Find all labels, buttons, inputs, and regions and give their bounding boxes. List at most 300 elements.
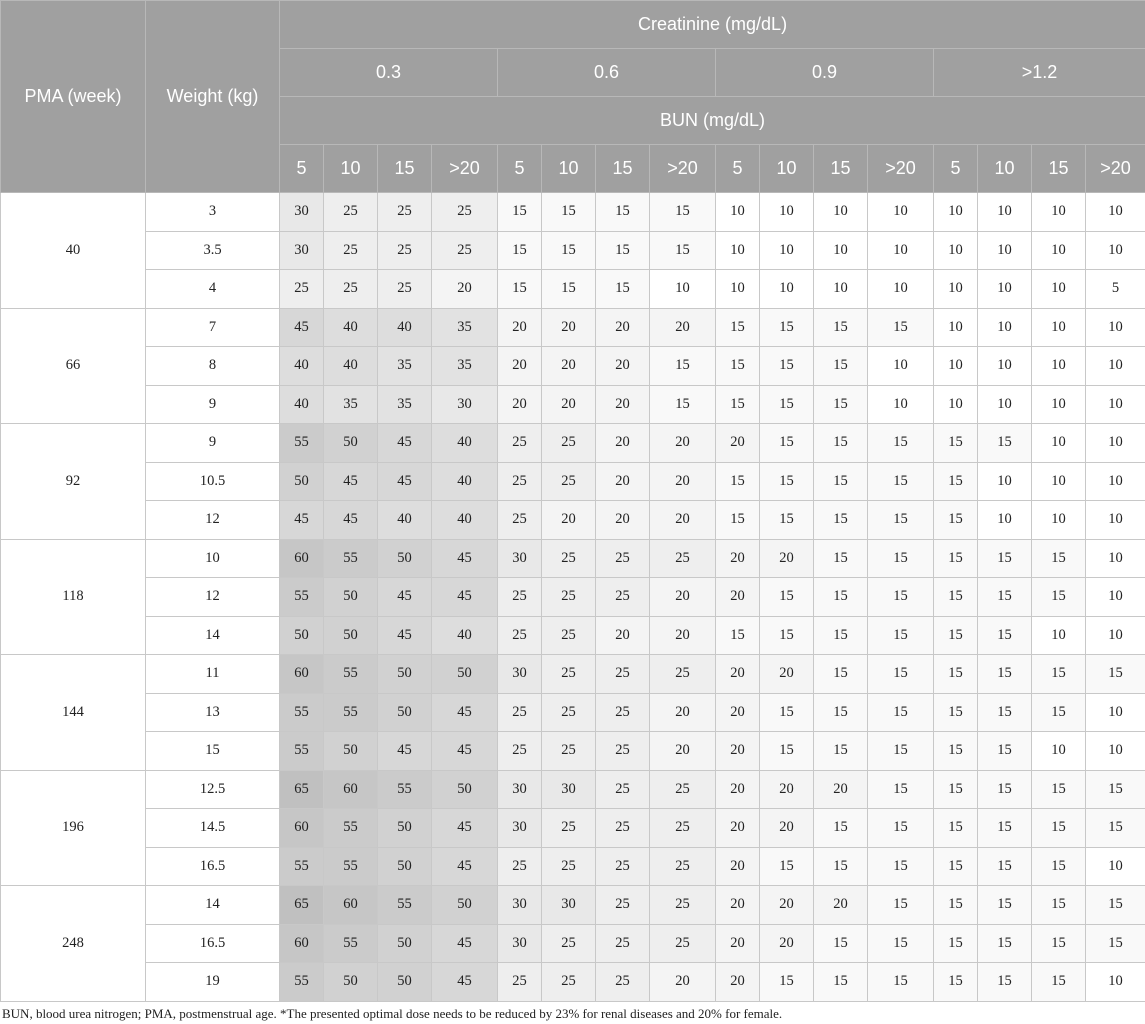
dose-cell: 30: [498, 655, 542, 694]
dose-cell: 15: [934, 655, 978, 694]
dose-cell: 10: [1032, 424, 1086, 463]
dose-cell: 45: [432, 578, 498, 617]
dose-cell: 20: [650, 693, 716, 732]
dose-cell: 15: [814, 924, 868, 963]
dose-cell: 15: [1032, 578, 1086, 617]
dose-cell: 10: [978, 462, 1032, 501]
dose-cell: 10: [978, 193, 1032, 232]
weight-cell: 16.5: [146, 924, 280, 963]
dose-cell: 35: [378, 347, 432, 386]
dose-cell: 60: [324, 770, 378, 809]
dose-cell: 20: [596, 347, 650, 386]
dose-cell: 15: [978, 539, 1032, 578]
dose-cell: 5: [1086, 270, 1145, 309]
dose-cell: 15: [596, 231, 650, 270]
dose-cell: 10: [1086, 963, 1145, 1002]
dose-cell: 15: [814, 501, 868, 540]
dose-cell: 35: [432, 308, 498, 347]
dose-cell: 15: [1086, 770, 1145, 809]
dose-cell: 50: [378, 809, 432, 848]
dose-cell: 55: [324, 539, 378, 578]
dose-cell: 10: [934, 231, 978, 270]
dose-cell: 10: [1086, 847, 1145, 886]
dose-cell: 25: [650, 770, 716, 809]
dose-cell: 20: [498, 347, 542, 386]
dose-cell: 45: [324, 501, 378, 540]
table-row: [1, 193, 1145, 232]
dose-cell: 15: [934, 462, 978, 501]
dose-cell: 15: [868, 963, 934, 1002]
table-row: [1, 732, 1145, 771]
dose-cell: 15: [814, 578, 868, 617]
dose-cell: 15: [760, 847, 814, 886]
dose-cell: 15: [934, 847, 978, 886]
dose-cell: 10: [814, 193, 868, 232]
dose-cell: 45: [280, 501, 324, 540]
dose-cell: 30: [280, 231, 324, 270]
dose-cell: 60: [280, 924, 324, 963]
dose-cell: 25: [432, 231, 498, 270]
dose-cell: 15: [868, 539, 934, 578]
table-row: [1, 501, 1145, 540]
dose-cell: 10: [1032, 732, 1086, 771]
dose-cell: 45: [432, 809, 498, 848]
dose-cell: 25: [596, 655, 650, 694]
dose-cell: 10: [1086, 347, 1145, 386]
table-row: [1, 886, 1145, 925]
dose-cell: 15: [814, 655, 868, 694]
dose-cell: 20: [716, 424, 760, 463]
table-row: [1, 231, 1145, 270]
dose-cell: 45: [378, 462, 432, 501]
dose-cell: 25: [378, 193, 432, 232]
bun-level: 5: [716, 145, 760, 193]
dose-cell: 25: [542, 539, 596, 578]
dose-cell: 15: [868, 847, 934, 886]
dose-cell: 15: [760, 578, 814, 617]
dose-cell: 45: [324, 462, 378, 501]
dose-cell: 30: [542, 886, 596, 925]
dose-cell: 25: [378, 231, 432, 270]
dose-cell: 10: [1086, 693, 1145, 732]
dose-cell: 55: [324, 847, 378, 886]
creatinine-level: 0.9: [716, 49, 934, 97]
dose-cell: 10: [868, 231, 934, 270]
table-row: [1, 809, 1145, 848]
dose-cell: 15: [760, 732, 814, 771]
dose-cell: 50: [378, 655, 432, 694]
dose-cell: 10: [760, 231, 814, 270]
dose-cell: 25: [498, 578, 542, 617]
dose-cell: 10: [1032, 270, 1086, 309]
dose-cell: 10: [1086, 231, 1145, 270]
dose-cell: 15: [978, 886, 1032, 925]
dose-cell: 55: [324, 693, 378, 732]
dose-cell: 15: [716, 501, 760, 540]
weight-cell: 12.5: [146, 770, 280, 809]
dose-cell: 10: [868, 347, 934, 386]
bun-level: >20: [432, 145, 498, 193]
dose-cell: 10: [716, 193, 760, 232]
dose-cell: 25: [596, 693, 650, 732]
weight-cell: 9: [146, 385, 280, 424]
creatinine-level: 0.3: [280, 49, 498, 97]
dose-cell: 15: [1032, 847, 1086, 886]
dose-cell: 20: [650, 963, 716, 1002]
dose-cell: 15: [542, 270, 596, 309]
dose-cell: 15: [934, 963, 978, 1002]
dose-cell: 15: [1086, 886, 1145, 925]
dose-cell: 15: [716, 616, 760, 655]
weight-header: Weight (kg): [146, 1, 280, 193]
table-row: [1, 308, 1145, 347]
dose-cell: 55: [280, 424, 324, 463]
dose-cell: 20: [716, 924, 760, 963]
dose-cell: 10: [934, 193, 978, 232]
dose-cell: 60: [324, 886, 378, 925]
weight-cell: 14: [146, 886, 280, 925]
dose-cell: 10: [934, 308, 978, 347]
dose-cell: 65: [280, 770, 324, 809]
dose-cell: 20: [432, 270, 498, 309]
dose-cell: 25: [280, 270, 324, 309]
dose-cell: 30: [432, 385, 498, 424]
table-row: [1, 578, 1145, 617]
dose-cell: 25: [650, 539, 716, 578]
dose-cell: 15: [934, 693, 978, 732]
dose-cell: 50: [280, 616, 324, 655]
dose-cell: 15: [934, 424, 978, 463]
dose-cell: 10: [1086, 385, 1145, 424]
dose-cell: 25: [542, 809, 596, 848]
dose-cell: 25: [596, 809, 650, 848]
dose-cell: 15: [814, 424, 868, 463]
dose-cell: 45: [432, 539, 498, 578]
dose-cell: 20: [498, 385, 542, 424]
dose-cell: 10: [716, 231, 760, 270]
dose-cell: 30: [498, 886, 542, 925]
dose-cell: 20: [716, 578, 760, 617]
footnote: BUN, blood urea nitrogen; PMA, postmenstrual age. *The presented optimal dose needs to be reduced by 23% for renal diseases and 20% for female.: [2, 1006, 783, 1021]
dose-cell: 25: [542, 732, 596, 771]
dose-cell: 45: [432, 847, 498, 886]
dose-cell: 10: [978, 385, 1032, 424]
dose-cell: 25: [542, 462, 596, 501]
dose-cell: 25: [596, 963, 650, 1002]
dose-cell: 30: [498, 924, 542, 963]
dose-cell: 20: [760, 770, 814, 809]
bun-level: >20: [1086, 145, 1145, 193]
dose-cell: 10: [934, 385, 978, 424]
dose-cell: 20: [650, 578, 716, 617]
dose-cell: 15: [1032, 886, 1086, 925]
dose-cell: 15: [934, 539, 978, 578]
dose-cell: 15: [978, 963, 1032, 1002]
dose-cell: 20: [760, 886, 814, 925]
bun-header: BUN (mg/dL): [280, 97, 1145, 145]
dose-cell: 10: [1032, 501, 1086, 540]
pma-cell: 144: [1, 655, 146, 771]
weight-cell: 8: [146, 347, 280, 386]
dose-cell: 25: [596, 539, 650, 578]
dose-cell: 15: [760, 308, 814, 347]
weight-cell: 4: [146, 270, 280, 309]
dose-cell: 10: [1032, 616, 1086, 655]
dose-cell: 25: [324, 231, 378, 270]
dose-cell: 10: [814, 270, 868, 309]
dose-cell: 10: [1086, 501, 1145, 540]
weight-cell: 11: [146, 655, 280, 694]
dose-cell: 15: [650, 193, 716, 232]
dose-cell: 25: [432, 193, 498, 232]
dose-cell: 25: [498, 732, 542, 771]
dose-cell: 35: [378, 385, 432, 424]
dose-cell: 15: [760, 385, 814, 424]
dose-cell: 10: [934, 270, 978, 309]
dose-cell: 10: [1086, 578, 1145, 617]
dose-cell: 15: [978, 578, 1032, 617]
dose-cell: 15: [934, 924, 978, 963]
dose-cell: 15: [868, 732, 934, 771]
table-row: [1, 462, 1145, 501]
dose-cell: 60: [280, 809, 324, 848]
dose-cell: 20: [596, 385, 650, 424]
dose-cell: 15: [978, 424, 1032, 463]
dose-cell: 25: [542, 847, 596, 886]
dose-cell: 10: [978, 270, 1032, 309]
dose-cell: 50: [378, 693, 432, 732]
dose-cell: 15: [934, 501, 978, 540]
dose-cell: 20: [542, 501, 596, 540]
dose-cell: 15: [978, 847, 1032, 886]
dose-cell: 30: [498, 809, 542, 848]
bun-level: 15: [378, 145, 432, 193]
weight-cell: 12: [146, 578, 280, 617]
table-row: [1, 655, 1145, 694]
pma-cell: 118: [1, 539, 146, 655]
dose-cell: 15: [868, 424, 934, 463]
dose-cell: 15: [1032, 693, 1086, 732]
dose-cell: 15: [934, 886, 978, 925]
dose-cell: 20: [814, 886, 868, 925]
table-row: [1, 616, 1145, 655]
dose-cell: 15: [1032, 924, 1086, 963]
dose-cell: 15: [1032, 655, 1086, 694]
dose-cell: 15: [814, 693, 868, 732]
dose-cell: 15: [814, 539, 868, 578]
dose-cell: 25: [650, 847, 716, 886]
dose-cell: 20: [542, 347, 596, 386]
dose-cell: 25: [596, 578, 650, 617]
table-body: [1, 193, 1145, 1002]
dose-cell: 15: [760, 963, 814, 1002]
dose-cell: 20: [596, 424, 650, 463]
weight-cell: 14: [146, 616, 280, 655]
dose-cell: 40: [324, 308, 378, 347]
dose-cell: 15: [716, 385, 760, 424]
dose-cell: 15: [868, 501, 934, 540]
dose-cell: 25: [542, 616, 596, 655]
dose-cell: 30: [542, 770, 596, 809]
dose-cell: 20: [760, 539, 814, 578]
dose-cell: 15: [1086, 924, 1145, 963]
dose-cell: 65: [280, 886, 324, 925]
pma-cell: 196: [1, 770, 146, 886]
dose-cell: 10: [978, 308, 1032, 347]
dose-cell: 10: [650, 270, 716, 309]
dose-cell: 15: [978, 732, 1032, 771]
table-row: [1, 963, 1145, 1002]
dose-cell: 25: [498, 501, 542, 540]
dose-cell: 15: [934, 616, 978, 655]
dose-cell: 15: [814, 847, 868, 886]
dose-cell: 40: [432, 616, 498, 655]
dose-cell: 20: [596, 616, 650, 655]
dose-cell: 50: [378, 847, 432, 886]
pma-header: PMA (week): [1, 1, 146, 193]
bun-level: 5: [498, 145, 542, 193]
dose-cell: 55: [280, 693, 324, 732]
bun-level: 10: [324, 145, 378, 193]
dose-cell: 15: [934, 578, 978, 617]
dose-cell: 15: [650, 347, 716, 386]
dose-cell: 20: [650, 616, 716, 655]
table-row: [1, 385, 1145, 424]
dose-cell: 25: [596, 924, 650, 963]
bun-level: 10: [978, 145, 1032, 193]
dose-cell: 45: [432, 732, 498, 771]
dose-cell: 55: [280, 578, 324, 617]
dose-cell: 20: [716, 732, 760, 771]
table-header: [1, 1, 1145, 193]
table-row: [1, 770, 1145, 809]
dose-cell: 10: [760, 270, 814, 309]
dose-cell: 20: [814, 770, 868, 809]
dose-cell: 15: [596, 193, 650, 232]
pma-cell: 40: [1, 193, 146, 309]
dose-cell: 15: [542, 231, 596, 270]
weight-cell: 19: [146, 963, 280, 1002]
weight-cell: 15: [146, 732, 280, 771]
dose-cell: 30: [498, 770, 542, 809]
bun-level: 10: [542, 145, 596, 193]
dose-cell: 15: [1086, 809, 1145, 848]
dose-cell: 25: [542, 693, 596, 732]
dose-cell: 45: [432, 963, 498, 1002]
dose-cell: 15: [814, 616, 868, 655]
dose-cell: 55: [378, 770, 432, 809]
dose-cell: 45: [432, 693, 498, 732]
dose-cell: 15: [1032, 539, 1086, 578]
table-row: [1, 347, 1145, 386]
dose-cell: 15: [1032, 963, 1086, 1002]
weight-cell: 10.5: [146, 462, 280, 501]
dose-cell: 25: [498, 963, 542, 1002]
dose-cell: 55: [280, 963, 324, 1002]
dose-cell: 50: [324, 963, 378, 1002]
dose-cell: 40: [432, 424, 498, 463]
table-row: [1, 847, 1145, 886]
dose-cell: 15: [868, 578, 934, 617]
dose-cell: 10: [1032, 385, 1086, 424]
dose-cell: 20: [542, 385, 596, 424]
dose-cell: 60: [280, 655, 324, 694]
dose-cell: 10: [1032, 308, 1086, 347]
dose-cell: 15: [1086, 655, 1145, 694]
dose-cell: 45: [432, 924, 498, 963]
dose-cell: 15: [814, 385, 868, 424]
dose-cell: 20: [498, 308, 542, 347]
bun-level: 15: [1032, 145, 1086, 193]
dose-cell: 10: [978, 501, 1032, 540]
creatinine-level: >1.2: [934, 49, 1145, 97]
pma-cell: 248: [1, 886, 146, 1002]
dose-cell: 15: [814, 347, 868, 386]
dose-cell: 20: [716, 847, 760, 886]
weight-cell: 13: [146, 693, 280, 732]
dose-cell: 15: [814, 809, 868, 848]
dose-cell: 15: [868, 924, 934, 963]
weight-cell: 3.5: [146, 231, 280, 270]
dose-cell: 20: [542, 308, 596, 347]
dose-cell: 15: [868, 693, 934, 732]
dose-cell: 35: [432, 347, 498, 386]
dose-cell: 15: [760, 347, 814, 386]
dose-cell: 25: [542, 424, 596, 463]
dose-cell: 50: [324, 616, 378, 655]
dose-cell: 15: [650, 231, 716, 270]
dose-cell: 15: [760, 501, 814, 540]
dose-cell: 25: [378, 270, 432, 309]
dose-cell: 20: [716, 693, 760, 732]
bun-level: 10: [760, 145, 814, 193]
dose-cell: 55: [280, 732, 324, 771]
dose-cell: 25: [542, 924, 596, 963]
dose-cell: 25: [498, 847, 542, 886]
dose-cell: 10: [978, 231, 1032, 270]
dose-cell: 25: [542, 655, 596, 694]
dose-cell: 15: [760, 462, 814, 501]
dose-cell: 15: [868, 770, 934, 809]
dose-cell: 15: [760, 424, 814, 463]
dose-cell: 10: [978, 347, 1032, 386]
dose-cell: 15: [498, 270, 542, 309]
dose-cell: 15: [814, 732, 868, 771]
dose-cell: 20: [716, 539, 760, 578]
dose-cell: 50: [324, 424, 378, 463]
dose-cell: 10: [868, 270, 934, 309]
dose-cell: 10: [1086, 732, 1145, 771]
dose-cell: 15: [1032, 809, 1086, 848]
dose-cell: 45: [378, 578, 432, 617]
dose-cell: 20: [650, 501, 716, 540]
dose-cell: 10: [1086, 193, 1145, 232]
dose-cell: 25: [542, 963, 596, 1002]
dose-cell: 50: [378, 539, 432, 578]
bun-level: 5: [934, 145, 978, 193]
dose-cell: 20: [596, 501, 650, 540]
dose-cell: 20: [650, 462, 716, 501]
dose-cell: 50: [432, 655, 498, 694]
dose-cell: 25: [542, 578, 596, 617]
dose-cell: 40: [378, 308, 432, 347]
dose-cell: 20: [760, 924, 814, 963]
dose-cell: 50: [280, 462, 324, 501]
dose-cell: 45: [280, 308, 324, 347]
dose-cell: 20: [650, 424, 716, 463]
dose-cell: 15: [596, 270, 650, 309]
dose-cell: 25: [650, 655, 716, 694]
